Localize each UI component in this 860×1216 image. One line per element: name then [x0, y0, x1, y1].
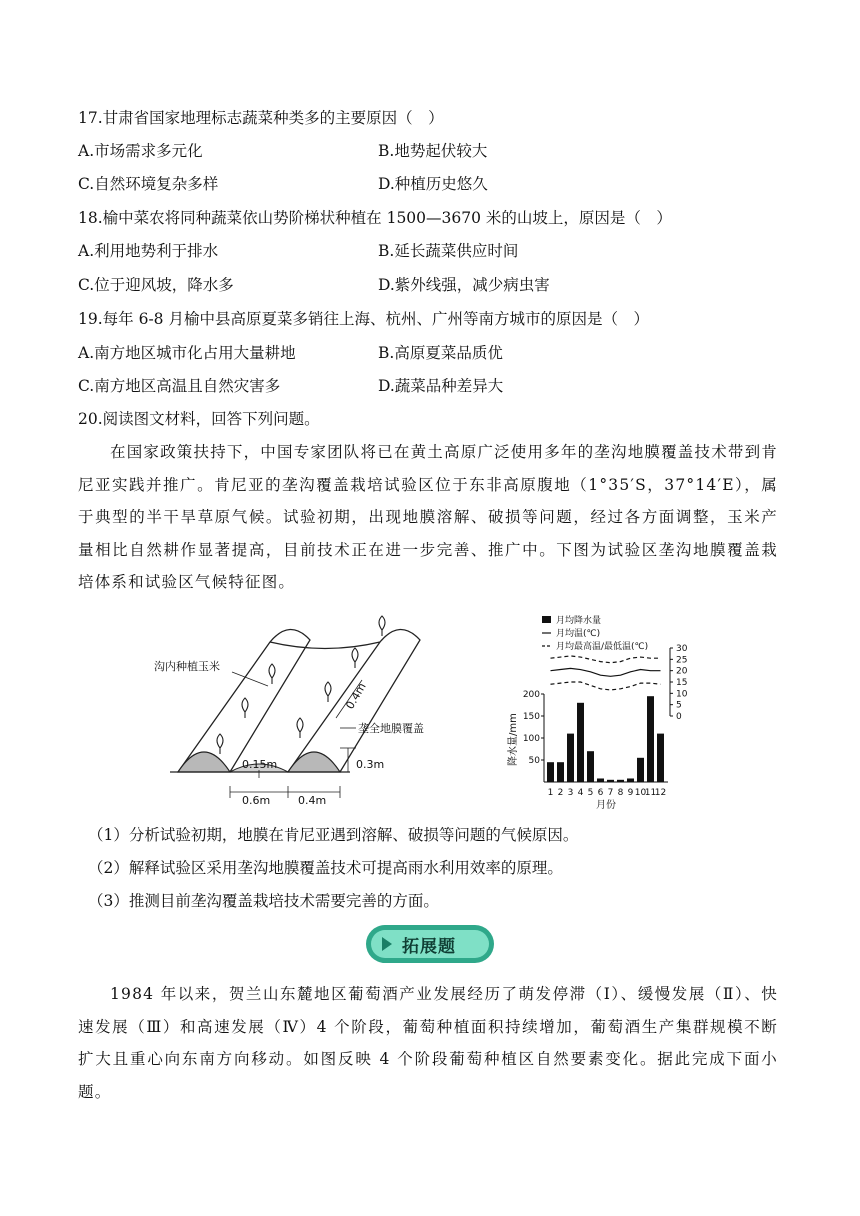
y-tick-label: 100: [522, 734, 540, 744]
y2-tick-label: 0: [676, 712, 682, 722]
climate-chart: [500, 606, 710, 814]
dim-furrow-width: 0.6m: [242, 794, 271, 807]
q20-sub1: （1）分析试验初期，地膜在肯尼亚遇到溶解、破损等问题的气候原因。: [88, 826, 579, 844]
x-tick-label: 12: [654, 788, 667, 798]
y2-tick-label: 15: [676, 678, 688, 688]
q17-stem: 17.甘肃省国家地理标志蔬菜种类多的主要原因（ ）: [78, 109, 444, 127]
temp-extreme-line: [551, 682, 661, 690]
q17-option-a: A.市场需求多元化: [78, 142, 203, 160]
x-tick-label: 5: [587, 788, 594, 798]
x-axis-label: 月份: [596, 800, 616, 811]
temp-mean-line: [551, 668, 661, 676]
q18-stem: 18.榆中菜农将同种蔬菜依山势阶梯状种植在 1500—3670 米的山坡上，原因是（ ）: [78, 209, 672, 227]
dim-furrow-depth: 0.15m: [242, 758, 278, 771]
q20-sub2: （2）解释试验区采用垄沟地膜覆盖技术可提高雨水利用效率的原理。: [88, 859, 563, 877]
q20-passage: 在国家政策扶持下，中国专家团队将已在黄土高原广泛使用多年的垄沟地膜覆盖技术带到肯尼亚实践并推广。肯尼亚的垄沟覆盖栽培试验区位于东非高原腹地（1°35′S，37°14′E），属于典型的半干旱草原气候。试验初期，出现地膜溶解、破损等问题，经过各方面调整，玉米产量相比自然耕作显著提高，目前技术正在进一步完善、推广中。下图为试验区垄沟地膜覆盖栽培体系和试验区气候特征图。: [78, 443, 779, 591]
dim-ridge-width: 0.4m: [298, 794, 327, 807]
q19-option-c: C.南方地区高温且自然灾害多: [78, 377, 281, 395]
q17-option-d: D.种植历史悠久: [378, 175, 488, 193]
label-furrow-corn: 沟内种植玉米: [154, 660, 220, 673]
x-tick-label: 3: [567, 788, 574, 798]
precip-bar: [607, 780, 614, 782]
precip-bar: [657, 734, 664, 782]
ridge-soil-2: [288, 752, 340, 772]
q18-option-c: C.位于迎风坡，降水多: [78, 276, 234, 294]
y2-tick-label: 5: [676, 700, 682, 711]
precip-bar: [547, 762, 554, 782]
x-tick-label: 4: [577, 788, 584, 798]
y-tick-label: 50: [528, 756, 540, 766]
label-film: 垄全地膜覆盖: [358, 722, 424, 735]
x-tick-label: 7: [607, 788, 614, 798]
y-tick-label: 200: [522, 690, 540, 700]
extension-passage: 1984 年以来，贺兰山东麓地区葡萄酒产业发展经历了萌发停滞（Ⅰ）、缓慢发展（Ⅱ）、快速发展（Ⅲ）和高速发展（Ⅳ）4 个阶段，葡萄种植面积持续增加，葡萄酒生产集群规模不断扩大且重心向东南方向移动。如图反映 4 个阶段葡萄种植区自然要素变化。据此完成下面小题。: [78, 985, 778, 1101]
precip-bar: [637, 758, 644, 782]
extension-badge: [366, 925, 494, 963]
q19-option-a: A.南方地区城市化占用大量耕地: [78, 344, 296, 362]
q19-option-d: D.蔬菜品种差异大: [378, 377, 504, 395]
y-axis-label: 降水量/mm: [508, 713, 519, 766]
q19-option-b: B.高原夏菜品质优: [378, 344, 503, 362]
q18-option-d: D.紫外线强，减少病虫害: [378, 276, 550, 294]
precip-bar: [597, 778, 604, 782]
precip-bar: [617, 780, 624, 782]
x-tick-label: 2: [557, 788, 564, 798]
q18-option-b: B.延长蔬菜供应时间: [378, 242, 519, 260]
legend-maxmin: 月均最高温/最低温(℃): [556, 642, 649, 652]
extension-badge-label: 拓展题: [402, 937, 456, 957]
ridge-furrow-diagram: [150, 600, 480, 810]
precip-bar: [567, 734, 574, 782]
q19-stem: 19.每年 6-8 月榆中县高原夏菜多销往上海、杭州、广州等南方城市的原因是（ ）: [78, 310, 649, 328]
q17-option-b: B.地势起伏较大: [378, 142, 488, 160]
x-tick-label: 6: [597, 788, 604, 798]
y2-tick-label: 20: [676, 666, 688, 677]
y2-tick-label: 30: [676, 644, 688, 654]
x-tick-label: 10: [634, 788, 647, 798]
x-tick-label: 1: [547, 788, 554, 798]
dim-ridge-height: 0.3m: [356, 758, 385, 771]
legend-bar-swatch: [542, 616, 551, 623]
precip-bar: [647, 696, 654, 782]
dim-slope: 0.4m: [343, 680, 369, 712]
y-tick-label: 150: [522, 712, 540, 722]
precip-bar: [627, 778, 634, 782]
legend-precip: 月均降水量: [556, 616, 602, 626]
precip-bar: [557, 762, 564, 782]
x-tick-label: 9: [627, 788, 634, 798]
precip-bar: [577, 703, 584, 782]
precip-bar: [587, 751, 594, 782]
y2-tick-label: 10: [676, 689, 688, 700]
x-tick-label: 11: [644, 788, 657, 798]
q18-option-a: A.利用地势利于排水: [78, 242, 219, 260]
ridge-soil-1: [178, 752, 230, 772]
temp-extreme-line: [551, 656, 661, 663]
x-tick-label: 8: [617, 788, 624, 798]
q20-sub3: （3）推测目前垄沟覆盖栽培技术需要完善的方面。: [88, 892, 439, 910]
play-icon: [382, 937, 392, 951]
q17-option-c: C.自然环境复杂多样: [78, 175, 219, 193]
q20-stem: 20.阅读图文材料，回答下列问题。: [78, 410, 320, 428]
y2-tick-label: 25: [676, 655, 688, 666]
legend-temp: 月均温(℃): [556, 629, 601, 639]
